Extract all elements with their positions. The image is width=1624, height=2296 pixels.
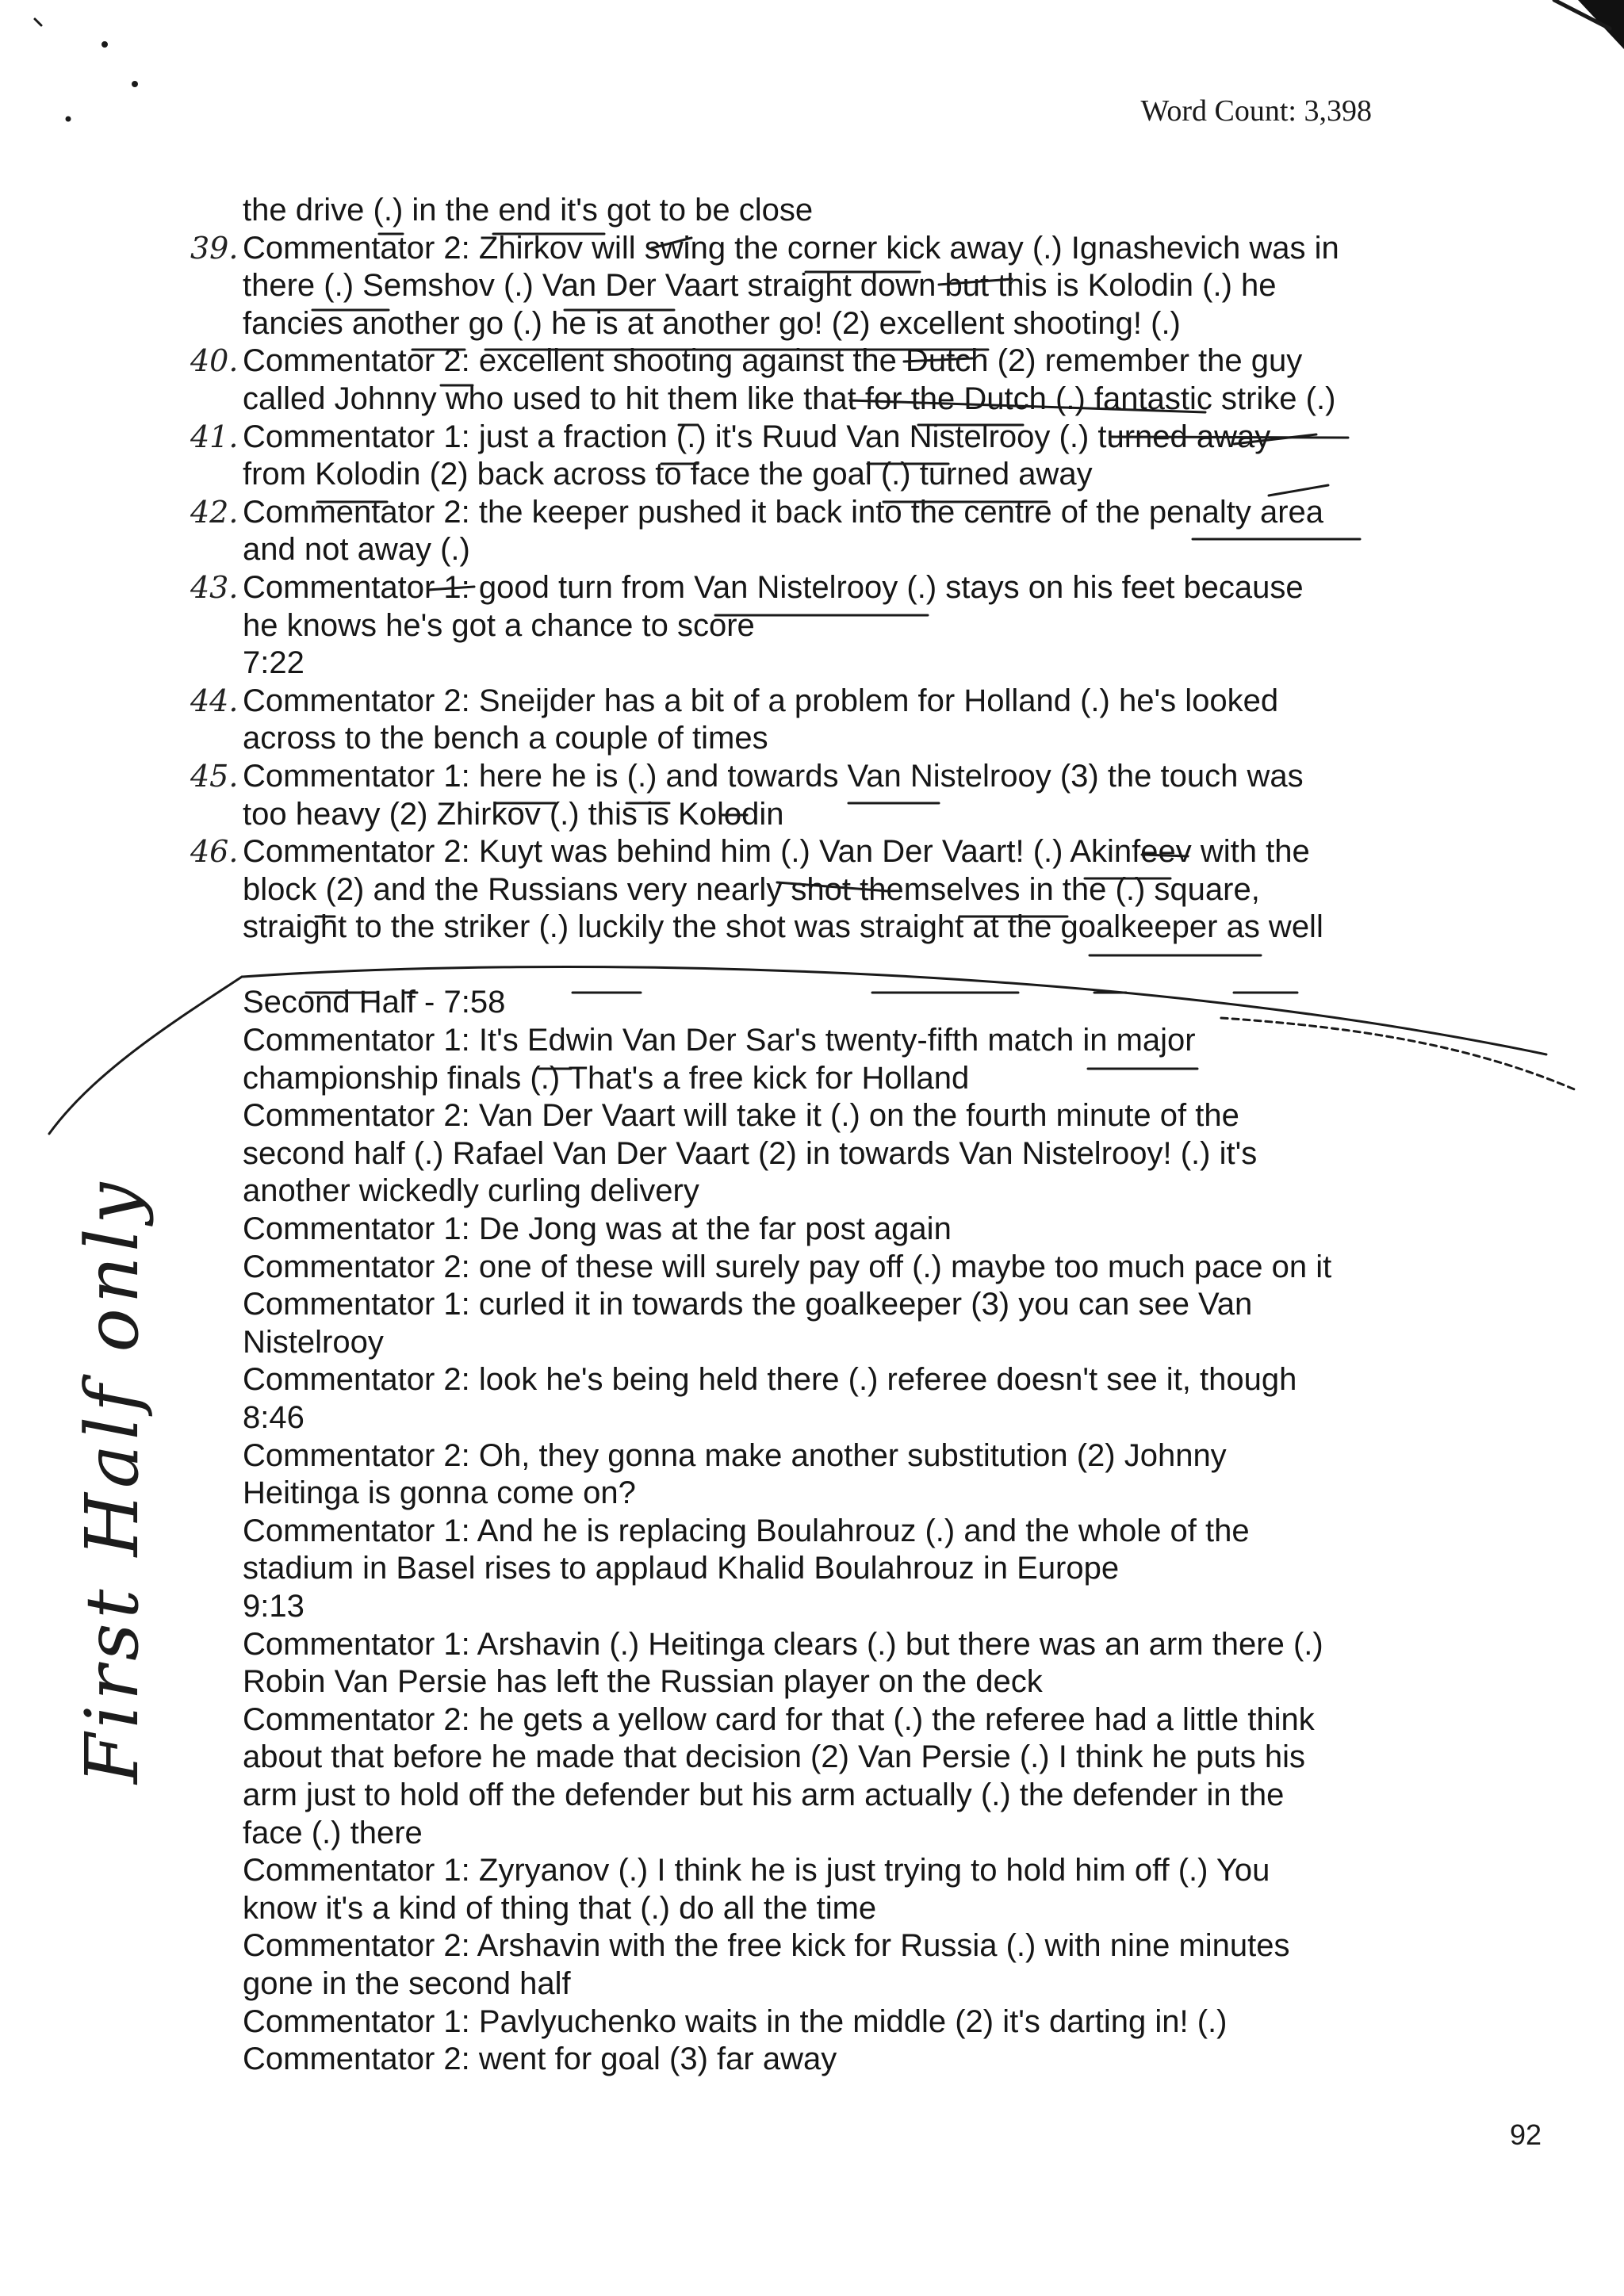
transcript-text: Commentator 1: curled it in towards the goalkeeper (3) you can see Van bbox=[243, 1287, 1253, 1322]
line-number-handwritten: 41. bbox=[190, 419, 239, 454]
transcript-text: Commentator 2: one of these will surely pay off (.) maybe too much pace on it bbox=[243, 1249, 1332, 1284]
transcript-line bbox=[243, 984, 1392, 1022]
transcript-text: 8:46 bbox=[243, 1400, 304, 1435]
transcript-line bbox=[243, 1550, 1392, 1588]
transcript-line bbox=[243, 1249, 1392, 1287]
transcript-line bbox=[243, 267, 1392, 305]
transcript-line bbox=[243, 1286, 1392, 1324]
transcript-text: from Kolodin (2) back across to face the goal (.) turned away bbox=[243, 457, 1093, 492]
handwritten-note-text: First Half only bbox=[70, 1177, 155, 1784]
transcript-text: Commentator 2: Sneijder has a bit of a problem for Holland (.) he's looked bbox=[243, 683, 1279, 718]
transcript-text: another wickedly curling delivery bbox=[243, 1173, 699, 1209]
transcript-line bbox=[243, 1701, 1392, 1739]
transcript-body bbox=[190, 192, 1392, 2079]
transcript-line bbox=[243, 720, 1392, 758]
transcript-line bbox=[243, 456, 1392, 494]
line-number-handwritten: 44. bbox=[190, 683, 239, 718]
transcript-line bbox=[243, 1475, 1392, 1513]
page-number: 92 bbox=[1510, 2118, 1542, 2151]
transcript-text: Commentator 1: It's Edwin Van Der Sar's twenty-fifth match in major bbox=[243, 1023, 1196, 1058]
transcript-line bbox=[190, 569, 1392, 607]
transcript-text: Commentator 2: Arshavin with the free kick for Russia (.) with nine minutes bbox=[243, 1928, 1290, 1964]
transcript-line bbox=[243, 947, 1392, 985]
transcript-text: Commentator 2: Oh, they gonna make another substitution (2) Johnny bbox=[243, 1437, 1227, 1473]
word-count: Word Count: 3,398 bbox=[1140, 94, 1372, 128]
transcript-line bbox=[243, 1777, 1392, 1815]
transcript-line bbox=[243, 1399, 1392, 1437]
transcript-text: block (2) and the Russians very nearly shot themselves in the (.) square, bbox=[243, 871, 1260, 907]
transcript-line bbox=[243, 1663, 1392, 1701]
transcript-line bbox=[243, 305, 1392, 343]
transcript-text: Commentator 2: excellent shooting against the Dutch (2) remember the guy bbox=[243, 343, 1303, 379]
transcript-text: Commentator 1: good turn from Van Nistelrooy (.) stays on his feet because bbox=[243, 569, 1304, 605]
transcript-line bbox=[243, 1927, 1392, 1965]
transcript-line bbox=[190, 230, 1392, 268]
transcript-text: 7:22 bbox=[243, 645, 304, 681]
transcript-text: face (.) there bbox=[243, 1815, 423, 1850]
transcript-text: arm just to hold off the defender but his arm actually (.) the defender in the bbox=[243, 1777, 1285, 1812]
handwritten-margin-note bbox=[41, 1177, 155, 1792]
transcript-line bbox=[243, 1022, 1392, 1060]
transcript-text: Second Half - 7:58 bbox=[243, 985, 506, 1020]
transcript-text: Commentator 2: Van Der Vaart will take it (.) on the fourth minute of the bbox=[243, 1098, 1239, 1134]
transcript-text: Robin Van Persie has left the Russian player on the deck bbox=[243, 1664, 1043, 1700]
transcript-text: Commentator 1: just a fraction (.) it's Ruud Van Nistelrooy (.) turned away bbox=[243, 419, 1271, 454]
transcript-text: Commentator 1: And he is replacing Boulahrouz (.) and the whole of the bbox=[243, 1513, 1250, 1548]
transcript-text: and not away (.) bbox=[243, 532, 470, 568]
transcript-line bbox=[243, 1173, 1392, 1211]
transcript-text: fancies another go (.) he is at another go! (2) excellent shooting! (.) bbox=[243, 305, 1181, 341]
transcript-line bbox=[243, 1211, 1392, 1249]
line-number-handwritten: 40. bbox=[190, 343, 239, 379]
transcript-text: Commentator 1: De Jong was at the far post again bbox=[243, 1211, 952, 1247]
transcript-line bbox=[190, 494, 1392, 532]
transcript-line bbox=[243, 871, 1392, 909]
transcript-line bbox=[243, 1588, 1392, 1626]
transcript-line bbox=[243, 1965, 1392, 2003]
transcript-line bbox=[243, 192, 1392, 230]
transcript-line bbox=[190, 342, 1392, 381]
transcript-text: about that before he made that decision (2) Van Persie (.) I think he puts his bbox=[243, 1739, 1306, 1775]
transcript-line bbox=[243, 796, 1392, 834]
transcript-line bbox=[243, 2003, 1392, 2042]
line-number-handwritten: 43. bbox=[190, 569, 239, 605]
transcript-text: championship finals (.) That's a free kick for Holland bbox=[243, 1060, 970, 1096]
line-number-handwritten: 45. bbox=[190, 758, 239, 794]
transcript-line bbox=[190, 683, 1392, 721]
transcript-text: straight to the striker (.) luckily the shot was straight at the goalkeeper as well bbox=[243, 909, 1323, 945]
line-number-handwritten: 46. bbox=[190, 834, 239, 870]
transcript-line bbox=[243, 607, 1392, 645]
transcript-line bbox=[243, 645, 1392, 683]
transcript-text: Commentator 2: the keeper pushed it back into the centre of the penalty area bbox=[243, 494, 1324, 530]
transcript-text: the drive (.) in the end it's got to be close bbox=[243, 193, 814, 228]
transcript-line bbox=[190, 758, 1392, 796]
transcript-line bbox=[190, 833, 1392, 871]
transcript-text: Commentator 1: here he is (.) and towards Van Nistelrooy (3) the touch was bbox=[243, 758, 1304, 794]
transcript-text: too heavy (2) Zhirkov (.) this is Kolodin bbox=[243, 796, 784, 832]
transcript-line bbox=[243, 1437, 1392, 1475]
transcript-line bbox=[243, 1513, 1392, 1551]
transcript-text: know it's a kind of thing that (.) do all the time bbox=[243, 1890, 877, 1926]
transcript-line bbox=[243, 1324, 1392, 1362]
transcript-text: Commentator 2: went for goal (3) far away bbox=[243, 2042, 837, 2077]
transcript-line bbox=[243, 531, 1392, 569]
transcript-line bbox=[243, 1890, 1392, 1928]
transcript-text: second half (.) Rafael Van Der Vaart (2) in towards Van Nistelrooy! (.) it's bbox=[243, 1135, 1258, 1171]
transcript-text: across to the bench a couple of times bbox=[243, 721, 768, 756]
transcript-text: Commentator 2: Kuyt was behind him (.) Van Der Vaart! (.) Akinfeev with the bbox=[243, 834, 1310, 870]
transcript-line bbox=[243, 1361, 1392, 1399]
transcript-line bbox=[243, 1739, 1392, 1777]
transcript-text: Commentator 1: Pavlyuchenko waits in the middle (2) it's darting in! (.) bbox=[243, 2003, 1228, 2039]
transcript-text: stadium in Basel rises to applaud Khalid Boulahrouz in Europe bbox=[243, 1551, 1120, 1586]
transcript-line bbox=[243, 1815, 1392, 1853]
transcript-line bbox=[243, 381, 1392, 419]
transcript-line bbox=[243, 1135, 1392, 1173]
transcript-text: Commentator 1: Zyryanov (.) I think he is just trying to hold him off (.) You bbox=[243, 1853, 1270, 1888]
transcript-text: gone in the second half bbox=[243, 1965, 571, 2001]
transcript-text: Nistelrooy bbox=[243, 1324, 384, 1360]
transcript-text: Commentator 2: look he's being held there (.) referee doesn't see it, though bbox=[243, 1362, 1297, 1398]
transcript-text: Commentator 2: Zhirkov will swing the corner kick away (.) Ignashevich was in bbox=[243, 230, 1339, 266]
transcript-text: called Johnny who used to hit them like that for the Dutch (.) fantastic strike (.) bbox=[243, 381, 1336, 416]
transcript-line bbox=[243, 909, 1392, 947]
transcript-line bbox=[243, 1060, 1392, 1098]
line-number-handwritten: 39. bbox=[190, 230, 239, 266]
transcript-text: there (.) Semshov (.) Van Der Vaart straight down but this is Kolodin (.) he bbox=[243, 268, 1277, 304]
transcript-text: he knows he's got a chance to score bbox=[243, 607, 755, 643]
line-number-handwritten: 42. bbox=[190, 494, 239, 530]
transcript-line bbox=[243, 2041, 1392, 2079]
transcript-text: 9:13 bbox=[243, 1588, 304, 1624]
transcript-line bbox=[243, 1852, 1392, 1890]
transcript-text: Commentator 2: he gets a yellow card for that (.) the referee had a little think bbox=[243, 1701, 1315, 1737]
transcript-text: Commentator 1: Arshavin (.) Heitinga clears (.) but there was an arm there (.) bbox=[243, 1626, 1323, 1662]
transcript-line bbox=[243, 1097, 1392, 1135]
transcript-text: Heitinga is gonna come on? bbox=[243, 1475, 636, 1511]
transcript-line bbox=[190, 419, 1392, 457]
transcript-line bbox=[243, 1626, 1392, 1664]
